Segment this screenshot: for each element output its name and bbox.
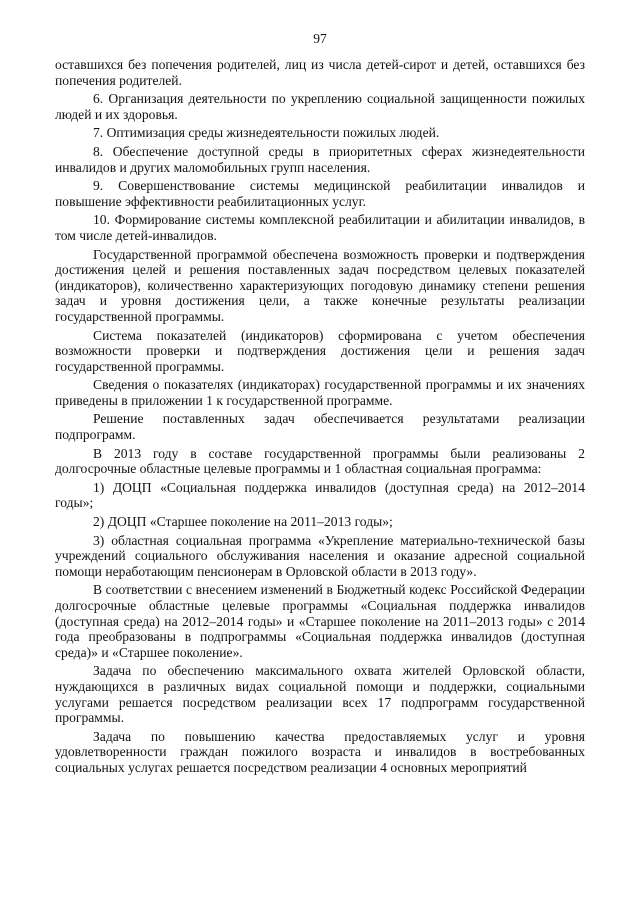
paragraph: 10. Формирование системы комплексной реабилитации и абилитации инвалидов, в том числе детей-инвалидов. xyxy=(55,212,585,243)
paragraph: В соответствии с внесением изменений в Бюджетный кодекс Российской Федерации долгосрочные областные целевые программы «Социальная поддержка инвалидов (доступная среда) на 2012–2014 годы» и «Старшее поколение на 2011–2013 годы» с 2014 года преобразованы в подпрограммы «Социальная поддержка инвалидов (доступная среда)» и «Старшее поколение». xyxy=(55,582,585,660)
paragraph: 9. Совершенствование системы медицинской реабилитации инвалидов и повышение эффективности реабилитационных услуг. xyxy=(55,178,585,209)
paragraph: Сведения о показателях (индикаторах) государственной программы и их значениях приведены в приложении 1 к государственной программе. xyxy=(55,377,585,408)
document-body xyxy=(55,57,585,776)
paragraph: Система показателей (индикаторов) сформирована с учетом обеспечения возможности проверки и подтверждения достижения цели и решения задач государственной программы. xyxy=(55,327,585,374)
paragraph: оставшихся без попечения родителей, лиц из числа детей-сирот и детей, оставшихся без попечения родителей. xyxy=(55,57,585,88)
paragraph: 1) ДОЦП «Социальная поддержка инвалидов (доступная среда) на 2012–2014 годы»; xyxy=(55,479,585,511)
paragraph: 6. Организация деятельности по укреплению социальной защищенности пожилых людей и их здоровья. xyxy=(55,91,585,122)
paragraph: Задача по повышению качества предоставляемых услуг и уровня удовлетворенности граждан пожилого возраста и инвалидов в востребованных социальных услугах решается посредством реализации 4 основных мероприятий xyxy=(55,728,585,775)
paragraph: 7. Оптимизация среды жизнедеятельности пожилых людей. xyxy=(93,125,440,141)
paragraph: Государственной программой обеспечена возможность проверки и подтверждения достижения целей и решения поставленных задач посредством целевых показателей (индикаторов), количественно характеризующих погодовую динамику степени решения задач и уровня достижения цели, а также конечные результаты реализации государственной программы. xyxy=(55,246,585,324)
paragraph: Решение поставленных задач обеспечивается результатами реализации подпрограмм. xyxy=(55,411,585,443)
paragraph: 3) областная социальная программа «Укрепление материально-технической базы учреждений социального обслуживания населения и оказание адресной социальной помощи неработающим пенсионерам в Орловской области в 2013 году». xyxy=(55,532,585,579)
paragraph: В 2013 году в составе государственной программы были реализованы 2 долгосрочные областные целевые программы и 1 областная социальная программа: xyxy=(55,445,585,477)
paragraph: 8. Обеспечение доступной среды в приоритетных сферах жизнедеятельности инвалидов и других маломобильных групп населения. xyxy=(55,143,585,175)
paragraph: Задача по обеспечению максимального охвата жителей Орловской области, нуждающихся в различных видах социальной помощи и поддержки, социальными услугами решается посредством реализации всех 17 подпрограмм государственной программы. xyxy=(55,663,585,726)
page-number: 97 xyxy=(313,31,327,46)
paragraph: 2) ДОЦП «Старшее поколение на 2011–2013 годы»; xyxy=(93,514,393,530)
